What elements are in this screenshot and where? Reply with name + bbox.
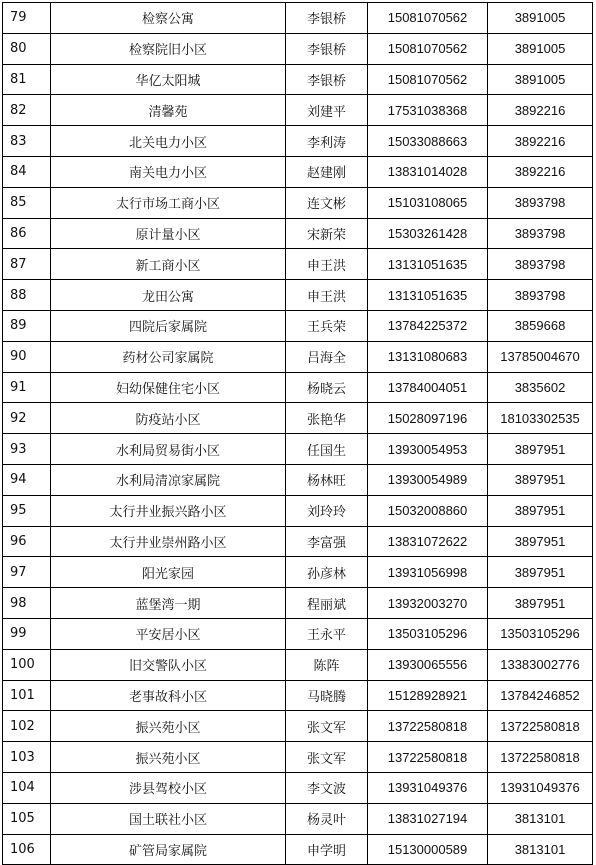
mobile-number-cell: 13784004051 (368, 372, 488, 403)
mobile-number-cell: 13722580818 (368, 742, 488, 773)
row-number-cell: 83 (3, 126, 51, 157)
contact-person-cell: 赵建刚 (286, 156, 368, 187)
community-name-cell: 清馨苑 (51, 95, 286, 126)
contact-person-cell: 张文军 (286, 742, 368, 773)
table-row (3, 372, 593, 403)
contact-table (2, 2, 593, 865)
contact-person-cell: 李文波 (286, 772, 368, 803)
row-number-cell: 96 (3, 526, 51, 557)
office-number-cell: 3891005 (488, 3, 593, 34)
table-row (3, 126, 593, 157)
table-row (3, 772, 593, 803)
mobile-number-cell: 13831072622 (368, 526, 488, 557)
table-row (3, 834, 593, 865)
contact-person-cell: 张艳华 (286, 403, 368, 434)
table-row (3, 310, 593, 341)
row-number-cell: 79 (3, 3, 51, 34)
office-number-cell: 3893798 (488, 218, 593, 249)
contact-person-cell: 吕海全 (286, 341, 368, 372)
community-name-cell: 检察院旧小区 (51, 33, 286, 64)
contact-person-cell: 任国生 (286, 434, 368, 465)
office-number-cell: 3891005 (488, 33, 593, 64)
table-row (3, 156, 593, 187)
row-number-cell: 85 (3, 187, 51, 218)
row-number-cell: 90 (3, 341, 51, 372)
mobile-number-cell: 17531038368 (368, 95, 488, 126)
contact-person-cell: 王永平 (286, 618, 368, 649)
community-name-cell: 水利局清凉家属院 (51, 464, 286, 495)
row-number-cell: 103 (3, 742, 51, 773)
table-row (3, 95, 593, 126)
row-number-cell: 94 (3, 464, 51, 495)
row-number-cell: 93 (3, 434, 51, 465)
community-name-cell: 防疫站小区 (51, 403, 286, 434)
row-number-cell: 88 (3, 280, 51, 311)
mobile-number-cell: 15028097196 (368, 403, 488, 434)
mobile-number-cell: 15303261428 (368, 218, 488, 249)
community-name-cell: 原计量小区 (51, 218, 286, 249)
mobile-number-cell: 13930054953 (368, 434, 488, 465)
community-name-cell: 矿管局家属院 (51, 834, 286, 865)
office-number-cell: 13785004670 (488, 341, 593, 372)
contact-person-cell: 张文军 (286, 711, 368, 742)
office-number-cell: 13722580818 (488, 742, 593, 773)
table-row (3, 218, 593, 249)
mobile-number-cell: 13131080683 (368, 341, 488, 372)
mobile-number-cell: 13131051635 (368, 280, 488, 311)
table-row (3, 3, 593, 34)
community-name-cell: 北关电力小区 (51, 126, 286, 157)
mobile-number-cell: 15128928921 (368, 680, 488, 711)
community-name-cell: 太行井业崇州路小区 (51, 526, 286, 557)
table-row (3, 557, 593, 588)
mobile-number-cell: 13503105296 (368, 618, 488, 649)
table-row (3, 803, 593, 834)
table-row (3, 33, 593, 64)
row-number-cell: 84 (3, 156, 51, 187)
community-name-cell: 太行井业振兴路小区 (51, 495, 286, 526)
office-number-cell: 3892216 (488, 156, 593, 187)
community-name-cell: 四院后家属院 (51, 310, 286, 341)
contact-person-cell: 马晓腾 (286, 680, 368, 711)
table-row (3, 742, 593, 773)
contact-person-cell: 李银桥 (286, 64, 368, 95)
community-name-cell: 检察公寓 (51, 3, 286, 34)
office-number-cell: 18103302535 (488, 403, 593, 434)
mobile-number-cell: 13931056998 (368, 557, 488, 588)
table-row (3, 464, 593, 495)
contact-person-cell: 申王洪 (286, 280, 368, 311)
community-name-cell: 阳光家园 (51, 557, 286, 588)
community-name-cell: 药材公司家属院 (51, 341, 286, 372)
contact-person-cell: 李利涛 (286, 126, 368, 157)
row-number-cell: 99 (3, 618, 51, 649)
mobile-number-cell: 15103108065 (368, 187, 488, 218)
contact-person-cell: 程丽斌 (286, 588, 368, 619)
office-number-cell: 3813101 (488, 803, 593, 834)
mobile-number-cell: 15130000589 (368, 834, 488, 865)
mobile-number-cell: 13930065556 (368, 649, 488, 680)
contact-person-cell: 刘玲玲 (286, 495, 368, 526)
office-number-cell: 3835602 (488, 372, 593, 403)
office-number-cell: 3859668 (488, 310, 593, 341)
table-row (3, 649, 593, 680)
community-name-cell: 华亿太阳城 (51, 64, 286, 95)
office-number-cell: 13784246852 (488, 680, 593, 711)
table-row (3, 280, 593, 311)
community-name-cell: 水利局贸易街小区 (51, 434, 286, 465)
office-number-cell: 3897951 (488, 464, 593, 495)
community-name-cell: 涉县驾校小区 (51, 772, 286, 803)
row-number-cell: 82 (3, 95, 51, 126)
table-row (3, 249, 593, 280)
community-name-cell: 振兴苑小区 (51, 742, 286, 773)
community-name-cell: 妇幼保健住宅小区 (51, 372, 286, 403)
office-number-cell: 13931049376 (488, 772, 593, 803)
table-row (3, 526, 593, 557)
row-number-cell: 91 (3, 372, 51, 403)
office-number-cell: 3892216 (488, 126, 593, 157)
row-number-cell: 95 (3, 495, 51, 526)
row-number-cell: 92 (3, 403, 51, 434)
mobile-number-cell: 15033088663 (368, 126, 488, 157)
office-number-cell: 13383002776 (488, 649, 593, 680)
community-name-cell: 平安居小区 (51, 618, 286, 649)
row-number-cell: 101 (3, 680, 51, 711)
community-name-cell: 龙田公寓 (51, 280, 286, 311)
contact-person-cell: 杨灵叶 (286, 803, 368, 834)
office-number-cell: 13722580818 (488, 711, 593, 742)
row-number-cell: 81 (3, 64, 51, 95)
table-row (3, 434, 593, 465)
row-number-cell: 98 (3, 588, 51, 619)
mobile-number-cell: 13932003270 (368, 588, 488, 619)
office-number-cell: 3897951 (488, 434, 593, 465)
mobile-number-cell: 13931049376 (368, 772, 488, 803)
mobile-number-cell: 13831027194 (368, 803, 488, 834)
community-name-cell: 太行市场工商小区 (51, 187, 286, 218)
office-number-cell: 3897951 (488, 557, 593, 588)
contact-person-cell: 孙彦林 (286, 557, 368, 588)
contact-person-cell: 李银桥 (286, 33, 368, 64)
mobile-number-cell: 15032008860 (368, 495, 488, 526)
office-number-cell: 3897951 (488, 588, 593, 619)
table-row (3, 588, 593, 619)
mobile-number-cell: 13131051635 (368, 249, 488, 280)
row-number-cell: 104 (3, 772, 51, 803)
row-number-cell: 105 (3, 803, 51, 834)
contact-person-cell: 杨晓云 (286, 372, 368, 403)
office-number-cell: 13503105296 (488, 618, 593, 649)
contact-person-cell: 王兵荣 (286, 310, 368, 341)
office-number-cell: 3892216 (488, 95, 593, 126)
contact-person-cell: 宋新荣 (286, 218, 368, 249)
community-name-cell: 国土联社小区 (51, 803, 286, 834)
table-row (3, 711, 593, 742)
row-number-cell: 97 (3, 557, 51, 588)
table-row (3, 680, 593, 711)
contact-person-cell: 李富强 (286, 526, 368, 557)
row-number-cell: 86 (3, 218, 51, 249)
office-number-cell: 3891005 (488, 64, 593, 95)
contact-person-cell: 李银桥 (286, 3, 368, 34)
community-name-cell: 新工商小区 (51, 249, 286, 280)
mobile-number-cell: 13930054989 (368, 464, 488, 495)
community-name-cell: 旧交警队小区 (51, 649, 286, 680)
mobile-number-cell: 13784225372 (368, 310, 488, 341)
office-number-cell: 3897951 (488, 495, 593, 526)
row-number-cell: 106 (3, 834, 51, 865)
office-number-cell: 3893798 (488, 249, 593, 280)
contact-person-cell: 申王洪 (286, 249, 368, 280)
mobile-number-cell: 15081070562 (368, 3, 488, 34)
mobile-number-cell: 13722580818 (368, 711, 488, 742)
office-number-cell: 3893798 (488, 280, 593, 311)
community-name-cell: 蓝堡湾一期 (51, 588, 286, 619)
contact-person-cell: 杨林旺 (286, 464, 368, 495)
contact-person-cell: 连文彬 (286, 187, 368, 218)
contact-person-cell: 陈阵 (286, 649, 368, 680)
contact-person-cell: 刘建平 (286, 95, 368, 126)
row-number-cell: 100 (3, 649, 51, 680)
office-number-cell: 3813101 (488, 834, 593, 865)
community-name-cell: 南关电力小区 (51, 156, 286, 187)
contact-person-cell: 申学明 (286, 834, 368, 865)
table-row (3, 187, 593, 218)
table-row (3, 64, 593, 95)
office-number-cell: 3893798 (488, 187, 593, 218)
community-name-cell: 老事故科小区 (51, 680, 286, 711)
table-row (3, 495, 593, 526)
table-row (3, 341, 593, 372)
table-row (3, 618, 593, 649)
table-row (3, 403, 593, 434)
mobile-number-cell: 15081070562 (368, 33, 488, 64)
row-number-cell: 80 (3, 33, 51, 64)
row-number-cell: 102 (3, 711, 51, 742)
community-name-cell: 振兴苑小区 (51, 711, 286, 742)
office-number-cell: 3897951 (488, 526, 593, 557)
row-number-cell: 89 (3, 310, 51, 341)
row-number-cell: 87 (3, 249, 51, 280)
mobile-number-cell: 13831014028 (368, 156, 488, 187)
mobile-number-cell: 15081070562 (368, 64, 488, 95)
contact-table-body (3, 3, 593, 865)
